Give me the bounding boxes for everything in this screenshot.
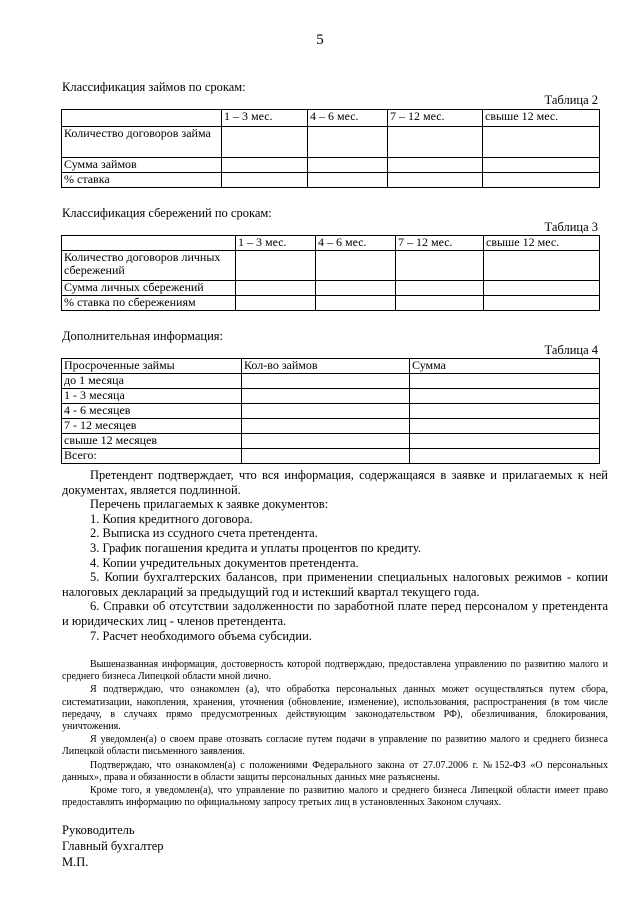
header-cell: 4 – 6 мес. [308, 110, 388, 127]
table-cell [222, 127, 308, 158]
table-cell [242, 449, 410, 464]
table-cell [484, 296, 600, 311]
signature-block [62, 822, 164, 870]
table-cell [236, 251, 316, 281]
header-cell: 1 – 3 мес. [222, 110, 308, 127]
row-label: % ставка по сбережениям [62, 296, 236, 311]
table-cell [484, 281, 600, 296]
row-label: Всего: [62, 449, 242, 464]
table-cell [396, 296, 484, 311]
table-cell [388, 158, 483, 173]
table-cell [410, 374, 600, 389]
table-row [62, 389, 600, 404]
savings-caption: Классификация сбережений по срокам: [62, 206, 272, 220]
table-cell [316, 281, 396, 296]
table-row [62, 173, 600, 188]
signature-stamp: М.П. [62, 855, 89, 869]
row-label: % ставка [62, 173, 222, 188]
table-row [62, 449, 600, 464]
table-cell [483, 158, 600, 173]
body-text [62, 468, 608, 643]
table-row [62, 296, 600, 311]
table-cell [242, 419, 410, 434]
table-cell [242, 434, 410, 449]
table-header-row [62, 236, 600, 251]
loans-table [61, 109, 600, 188]
row-label: Количество договоров личных сбережений [62, 251, 236, 281]
header-cell: Сумма [410, 359, 600, 374]
fine-print-paragraph: Подтверждаю, что ознакомлен(а) с положениями Федерального закона от 27.07.2006 г. №152-ФЗ «О персональных данных», права и обязанности в области защиты персональных данных мне разъяснены. [62, 759, 608, 783]
header-cell: свыше 12 мес. [483, 110, 600, 127]
table-row [62, 404, 600, 419]
header-cell: свыше 12 мес. [484, 236, 600, 251]
doc-item: 5. Копии бухгалтерских балансов, при применении специальных налоговых режимов - копии налоговых деклараций за предыдущий год и истекший квартал текущего года. [62, 570, 608, 599]
table-row [62, 281, 600, 296]
doc-item: 3. График погашения кредита и уплаты процентов по кредиту. [90, 540, 421, 555]
doc-item: 7. Расчет необходимого объема субсидии. [90, 628, 312, 643]
additional-caption: Дополнительная информация: [62, 329, 223, 343]
fine-print [62, 659, 608, 810]
fine-print-paragraph: Я уведомлен(а) о своем праве отозвать согласие путем подачи в управление по развитию малого и среднего бизнеса Липецкой области письменного заявления. [62, 734, 608, 758]
table-cell [396, 281, 484, 296]
signature-accountant: Главный бухгалтер [62, 839, 164, 853]
table-cell [396, 251, 484, 281]
row-label: 7 - 12 месяцев [62, 419, 242, 434]
table-cell [410, 389, 600, 404]
table-cell [388, 173, 483, 188]
page-number: 5 [316, 32, 324, 48]
table-cell [410, 434, 600, 449]
table-row [62, 158, 600, 173]
table-header-row [62, 110, 600, 127]
header-cell: 1 – 3 мес. [236, 236, 316, 251]
table-row [62, 434, 600, 449]
table-cell [308, 127, 388, 158]
row-label: свыше 12 месяцев [62, 434, 242, 449]
header-cell: 4 – 6 мес. [316, 236, 396, 251]
table-cell [236, 296, 316, 311]
loans-caption: Классификация займов по срокам: [62, 80, 246, 94]
table-cell [308, 173, 388, 188]
row-label: Количество договоров займа [62, 127, 222, 158]
header-cell: Кол-во займов [242, 359, 410, 374]
signature-director: Руководитель [62, 823, 135, 837]
row-label: Сумма займов [62, 158, 222, 173]
confirm-paragraph: Претендент подтверждает, что вся информация, содержащаяся в заявке и прилагаемых к ней документах, является подлинной. [62, 468, 608, 497]
row-label: до 1 месяца [62, 374, 242, 389]
doc-item: 6. Справки об отсутствии задолженности по заработной плате перед персоналом у претендента и юридических лиц - членов претендента. [62, 599, 608, 628]
table-cell [410, 449, 600, 464]
header-cell [62, 110, 222, 127]
header-cell [62, 236, 236, 251]
doc-item: 2. Выписка из ссудного счета претендента. [90, 526, 318, 541]
table-cell [222, 158, 308, 173]
table-cell [316, 251, 396, 281]
table-cell [484, 251, 600, 281]
table-header-row [62, 359, 600, 374]
header-cell: 7 – 12 мес. [396, 236, 484, 251]
table2-label: Таблица 2 [544, 93, 598, 107]
table-cell [410, 419, 600, 434]
fine-print-paragraph: Я подтверждаю, что ознакомлен (а), что обработка персональных данных может осуществляться путем сбора, систематизации, накопления, хранения, уточнения (обновление, изменение), использования, распространения (в том числе передачу, в случаях прямо предусмотренных действующим законодательством РФ), обезличивания, блокирования, уничтожения. [62, 684, 608, 733]
fine-print-paragraph: Кроме того, я уведомлен(а), что управление по развитию малого и среднего бизнеса Липецкой области имеет право предоставлять информацию по официальному запросу третьих лиц в установленных Законом случаях. [62, 785, 608, 809]
savings-table [61, 235, 600, 311]
row-label: 1 - 3 месяца [62, 389, 242, 404]
row-label: 4 - 6 месяцев [62, 404, 242, 419]
table-row [62, 419, 600, 434]
doc-item: 1. Копия кредитного договора. [90, 511, 253, 526]
table-cell [242, 374, 410, 389]
doc-item: 4. Копии учредительных документов претендента. [90, 555, 359, 570]
table-cell [242, 389, 410, 404]
table-cell [236, 281, 316, 296]
table4-label: Таблица 4 [544, 343, 598, 357]
table3-label: Таблица 3 [544, 220, 598, 234]
fine-print-paragraph: Вышеназванная информация, достоверность которой подтверждаю, предоставлена управлению по развитию малого и среднего бизнеса Липецкой области мной лично. [62, 659, 608, 683]
header-cell: 7 – 12 мес. [388, 110, 483, 127]
table-row [62, 374, 600, 389]
table-cell [483, 173, 600, 188]
table-row [62, 127, 600, 158]
additional-table [61, 358, 600, 464]
table-cell [222, 173, 308, 188]
table-cell [316, 296, 396, 311]
table-cell [308, 158, 388, 173]
table-row [62, 251, 600, 281]
header-cell: Просроченные займы [62, 359, 242, 374]
row-label: Сумма личных сбережений [62, 281, 236, 296]
table-cell [388, 127, 483, 158]
table-cell [410, 404, 600, 419]
docs-intro: Перечень прилагаемых к заявке документов: [90, 497, 329, 512]
table-cell [242, 404, 410, 419]
table-cell [483, 127, 600, 158]
